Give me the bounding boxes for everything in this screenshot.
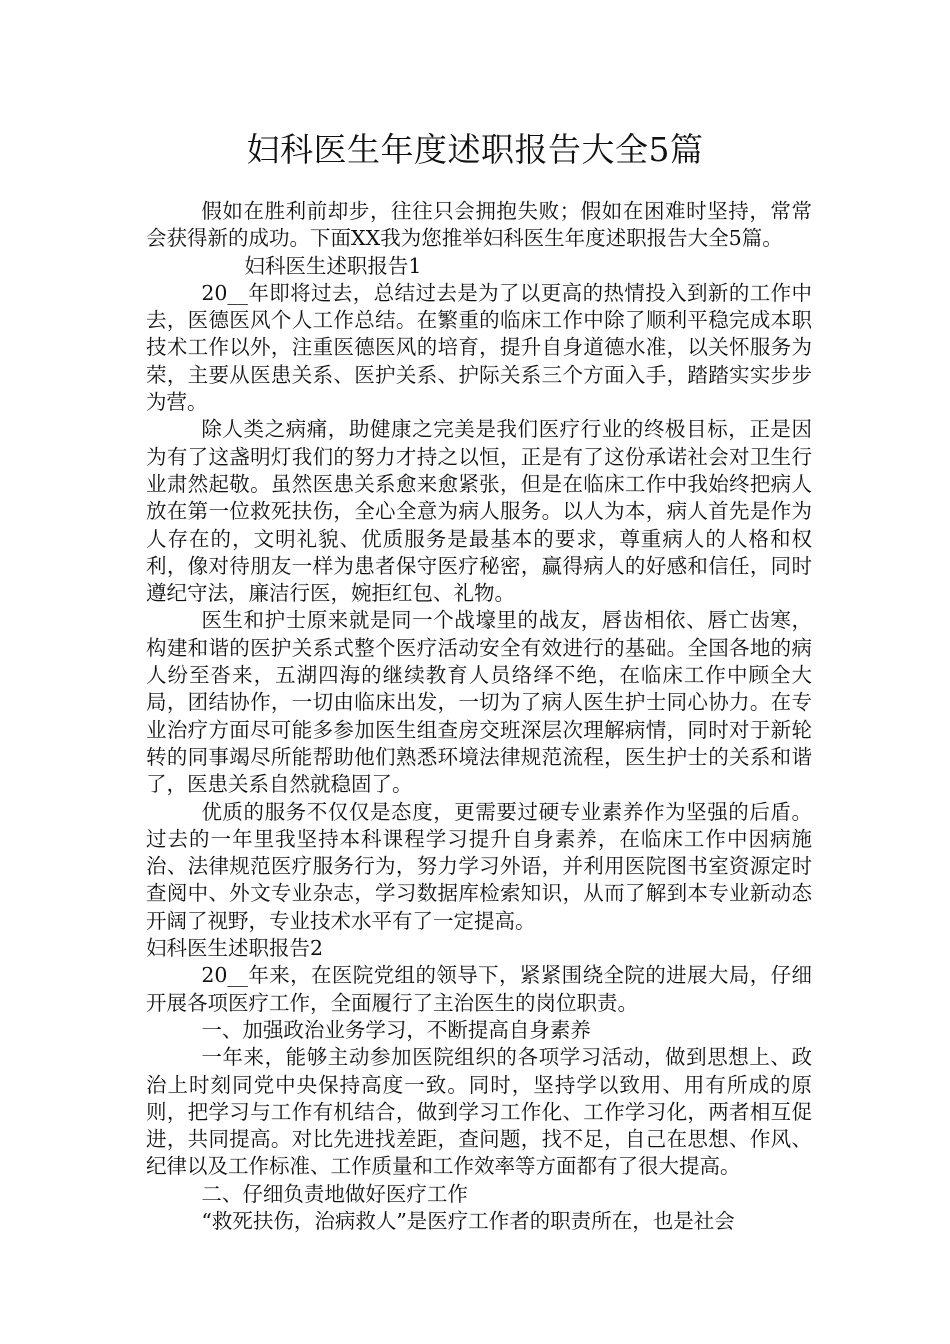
body-paragraph: 20__年即将过去，总结过去是为了以更高的热情投入到新的工作中去，医德医风个人工作总结。在繁重的临床工作中除了顺利平稳完成本职技术工作以外，注重医德医风的培育，提升自身道德水准，以关怀服务为荣，主要从医患关系、医护关系、护际关系三个方面入手，踏踏实实步步为营。 [146,280,812,415]
document-body [146,198,812,1235]
body-paragraph: 一年来，能够主动参加医院组织的各项学习活动，做到思想上、政治上时刻同党中央保持高度一致。同时，坚持学以致用、用有所成的原则，把学习与工作有机结合，做到学习工作化、工作学习化，两者相互促进，共同提高。对比先进找差距，查问题，找不足，自己在思想、作风、纪律以及工作标准、工作质量和工作效率等方面都有了很大提高。 [146,1045,812,1179]
document-title: 妇科医生年度述职报告大全5篇 [246,130,704,169]
body-paragraph: 医生和护士原来就是同一个战壕里的战友，唇齿相依、唇亡齿寒，构建和谐的医护关系式整个医疗活动安全有效进行的基础。全国各地的病人纷至沓来，五湖四海的继续教育人员络绎不绝，在临床工作中顾全大局，团结协作，一切由临床出发，一切为了病人医生护士同心协力。在专业治疗方面尽可能多参加医生组查房交班深层次理解病情，同时对于新轮转的同事竭尽所能帮助他们熟悉环境法律规范流程，医生护士的关系和谐了，医患关系自然就稳固了。 [146,608,812,797]
subsection-heading-2: 二、仔细负责地做好医疗工作 [201,1181,468,1206]
section-heading-report-2: 妇科医生述职报告2 [146,936,324,961]
subsection-heading-1: 一、加强政治业务学习，不断提高自身素养 [201,1017,591,1042]
body-paragraph: 优质的服务不仅仅是态度，更需要过硬专业素养作为坚强的后盾。过去的一年里我坚持本科课程学习提升自身素养，在临床工作中因病施治、法律规范医疗服务行为，努力学习外语，并利用医院图书室资源定时查阅中、外文专业杂志，学习数据库检索知识，从而了解到本专业新动态开阔了视野，专业技术水平有了一定提高。 [146,799,812,933]
body-paragraph: 20__年来，在医院党组的领导下，紧紧围绕全院的进展大局，仔细开展各项医疗工作，全面履行了主治医生的岗位职责。 [146,963,812,1015]
body-paragraph: 除人类之病痛，助健康之完美是我们医疗行业的终极目标，正是因为有了这盏明灯我们的努力才持之以恒，正是有了这份承诺社会对卫生行业肃然起敬。虽然医患关系愈来愈紧张，但是在临床工作中我始终把病人放在第一位救死扶伤，全心全意为病人服务。以人为本，病人首先是作为人存在的，文明礼貌、优质服务是最基本的要求，尊重病人的人格和权利，像对待朋友一样为患者保守医疗秘密，赢得病人的好感和信任，同时遵纪守法，廉洁行医，婉拒红包、礼物。 [146,417,812,606]
section-heading-report-1: 妇科医生述职报告1 [244,253,422,278]
intro-paragraph: 假如在胜利前却步，往往只会拥抱失败；假如在困难时坚持，常常会获得新的成功。下面XX我为您推举妇科医生年度述职报告大全5篇。 [146,199,812,251]
body-paragraph: “救死扶伤，治病救人”是医疗工作者的职责所在，也是社会 [201,1208,735,1233]
